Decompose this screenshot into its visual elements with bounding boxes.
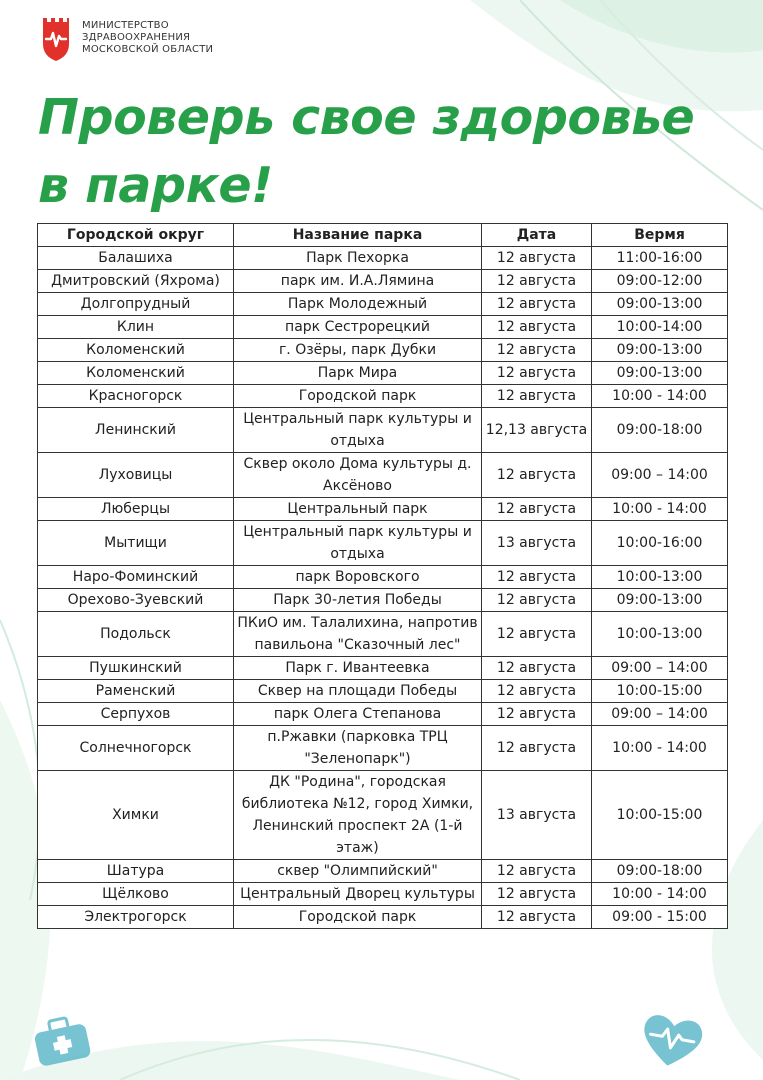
time-cell: 09:00 – 14:00 [592,703,728,726]
park-name-cell: ДК "Родина", городская библиотека №12, город Химки, Ленинский проспект 2А (1-й этаж) [234,771,482,860]
table-row [38,703,728,726]
park-name-cell: Парк Молодежный [234,293,482,316]
time-cell: 10:00-16:00 [592,521,728,566]
date-cell: 12 августа [482,566,592,589]
table-row [38,612,728,657]
district-cell: Химки [38,771,234,860]
park-name-cell: п.Ржавки (парковка ТРЦ "Зеленопарк") [234,726,482,771]
park-name-cell: ПКиО им. Талалихина, напротив павильона "Сказочный лес" [234,612,482,657]
date-cell: 12 августа [482,385,592,408]
park-name-cell: Сквер на площади Победы [234,680,482,703]
park-name-cell: сквер "Олимпийский" [234,860,482,883]
date-cell: 12 августа [482,612,592,657]
date-cell: 12 августа [482,906,592,929]
district-cell: Коломенский [38,339,234,362]
table-row [38,316,728,339]
district-cell: Серпухов [38,703,234,726]
time-cell: 09:00 - 15:00 [592,906,728,929]
ministry-name [82,20,213,56]
time-cell: 09:00-18:00 [592,408,728,453]
district-cell: Клин [38,316,234,339]
time-cell: 09:00-13:00 [592,362,728,385]
date-cell: 12 августа [482,657,592,680]
table-row [38,453,728,498]
ministry-line: ЗДРАВООХРАНЕНИЯ [82,32,191,43]
district-cell: Солнечногорск [38,726,234,771]
date-cell: 12 августа [482,270,592,293]
heart-pulse-icon [636,1008,708,1070]
time-cell: 10:00-15:00 [592,680,728,703]
date-cell: 13 августа [482,771,592,860]
table-row [38,408,728,453]
date-cell: 12 августа [482,498,592,521]
column-header-date: Дата [482,224,592,247]
district-cell: Коломенский [38,362,234,385]
date-cell: 12 августа [482,703,592,726]
park-name-cell: парк Сестрорецкий [234,316,482,339]
time-cell: 10:00-14:00 [592,316,728,339]
ministry-line: МИНИСТЕРСТВО [82,20,169,31]
date-cell: 12 августа [482,362,592,385]
table-row [38,771,728,860]
table-body [38,247,728,929]
title-line: Проверь свое здоровье [38,89,695,146]
district-cell: Ленинский [38,408,234,453]
column-header-park: Название парка [234,224,482,247]
table-row [38,883,728,906]
park-name-cell: Центральный парк [234,498,482,521]
park-name-cell: Городской парк [234,906,482,929]
park-name-cell: Сквер около Дома культуры д. Аксёново [234,453,482,498]
date-cell: 13 августа [482,521,592,566]
time-cell: 11:00-16:00 [592,247,728,270]
table-row [38,247,728,270]
park-name-cell: Центральный Дворец культуры [234,883,482,906]
table-header-row [38,224,728,247]
table-row [38,293,728,316]
district-cell: Мытищи [38,521,234,566]
time-cell: 09:00-13:00 [592,339,728,362]
table-row [38,498,728,521]
table-row [38,362,728,385]
park-name-cell: г. Озёры, парк Дубки [234,339,482,362]
district-cell: Шатура [38,860,234,883]
park-name-cell: парк Воровского [234,566,482,589]
time-cell: 09:00 – 14:00 [592,453,728,498]
page-title [38,84,694,220]
district-cell: Дмитровский (Яхрома) [38,270,234,293]
ministry-logo-icon [38,14,74,62]
district-cell: Долгопрудный [38,293,234,316]
date-cell: 12 августа [482,453,592,498]
time-cell: 09:00-13:00 [592,589,728,612]
time-cell: 09:00 – 14:00 [592,657,728,680]
ministry-header [38,14,213,62]
district-cell: Щёлково [38,883,234,906]
time-cell: 10:00-13:00 [592,612,728,657]
district-cell: Орехово-Зуевский [38,589,234,612]
table-row [38,339,728,362]
district-cell: Раменский [38,680,234,703]
ministry-line: МОСКОВСКОЙ ОБЛАСТИ [82,44,214,55]
date-cell: 12 августа [482,293,592,316]
park-name-cell: Парк г. Ивантеевка [234,657,482,680]
time-cell: 10:00 - 14:00 [592,498,728,521]
table-row [38,906,728,929]
park-name-cell: Центральный парк культуры и отдыха [234,408,482,453]
date-cell: 12 августа [482,339,592,362]
district-cell: Подольск [38,612,234,657]
table-row [38,657,728,680]
table-row [38,589,728,612]
table-row [38,270,728,293]
time-cell: 09:00-13:00 [592,293,728,316]
schedule-table [37,223,728,929]
park-name-cell: Парк Мира [234,362,482,385]
date-cell: 12 августа [482,247,592,270]
medical-bag-icon [28,1012,96,1070]
column-header-time: Вермя [592,224,728,247]
table-row [38,680,728,703]
table-row [38,566,728,589]
time-cell: 10:00-15:00 [592,771,728,860]
time-cell: 09:00-18:00 [592,860,728,883]
district-cell: Люберцы [38,498,234,521]
time-cell: 10:00 - 14:00 [592,726,728,771]
date-cell: 12 августа [482,316,592,339]
date-cell: 12 августа [482,860,592,883]
date-cell: 12 августа [482,680,592,703]
date-cell: 12 августа [482,726,592,771]
district-cell: Пушкинский [38,657,234,680]
park-name-cell: Парк Пехорка [234,247,482,270]
park-name-cell: парк Олега Степанова [234,703,482,726]
park-name-cell: Центральный парк культуры и отдыха [234,521,482,566]
district-cell: Балашиха [38,247,234,270]
time-cell: 10:00 - 14:00 [592,385,728,408]
date-cell: 12 августа [482,589,592,612]
district-cell: Красногорск [38,385,234,408]
table-row [38,726,728,771]
time-cell: 09:00-12:00 [592,270,728,293]
table-row [38,521,728,566]
time-cell: 10:00-13:00 [592,566,728,589]
park-name-cell: Городской парк [234,385,482,408]
park-name-cell: Парк 30-летия Победы [234,589,482,612]
title-line: в парке! [38,157,273,214]
table-row [38,860,728,883]
table-row [38,385,728,408]
district-cell: Луховицы [38,453,234,498]
district-cell: Наро-Фоминский [38,566,234,589]
column-header-district: Городской округ [38,224,234,247]
district-cell: Электрогорск [38,906,234,929]
time-cell: 10:00 - 14:00 [592,883,728,906]
date-cell: 12 августа [482,883,592,906]
date-cell: 12,13 августа [482,408,592,453]
park-name-cell: парк им. И.А.Лямина [234,270,482,293]
